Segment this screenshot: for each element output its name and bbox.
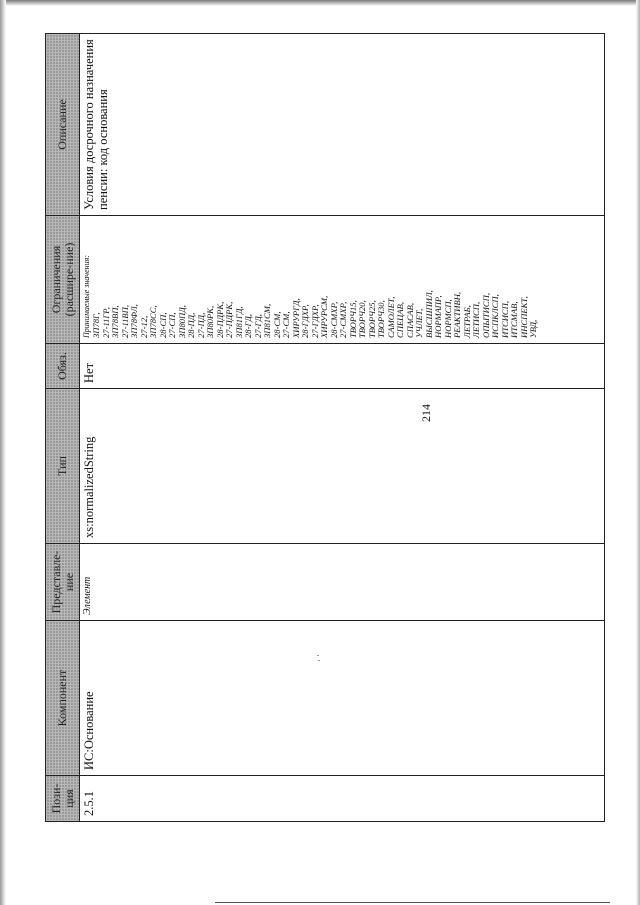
restriction-value: 27-СП, [167, 312, 177, 338]
restriction-value: 27-12, [138, 315, 149, 338]
header-restrictions: Ограничения (расшире-ние) [46, 216, 80, 344]
scan-speck [318, 660, 320, 661]
cell-restrictions [80, 216, 605, 344]
restriction-intro: Принимаемые значения: [82, 255, 91, 338]
restriction-value: ИТСИСП, [499, 300, 510, 338]
restriction-value: УВД, [528, 319, 538, 338]
restriction-value: УЧЛЕТ, [414, 308, 424, 338]
restriction-value: СПАСАВ, [404, 302, 415, 338]
restriction-value: ТВОРЧ15, [347, 300, 358, 338]
restriction-value: ЗП80РК, [205, 305, 215, 338]
scan-edge [0, 0, 640, 6]
restriction-values-list [92, 221, 539, 338]
header-component: Компонент [46, 621, 80, 776]
restriction-value: ЗП78Г, [91, 312, 101, 338]
restriction-value: СПЕЦАВ, [395, 301, 405, 338]
rotated-table-container [45, 34, 605, 822]
restriction-value: ЗП78ВП, [110, 305, 120, 338]
restriction-value: ТВОРЧ30, [376, 300, 386, 338]
restriction-value: НОРМСП, [442, 299, 453, 338]
restriction-value: ТВОРЧ20, [357, 300, 367, 338]
cell-required: Нет [80, 344, 605, 389]
restriction-value: ОПЫТИСП, [480, 293, 491, 338]
restriction-value: 27-СМ, [281, 311, 291, 338]
scan-edge [636, 0, 640, 905]
restriction-value: 27-ПДРК, [224, 301, 234, 338]
header-position: Пози-ция [46, 776, 80, 822]
restriction-value: ХИРУРГД, [290, 298, 301, 338]
restriction-value: 27-11ГР, [100, 307, 111, 338]
restriction-value: 27-11ВП, [119, 304, 130, 338]
restriction-value: ЗП80ПД, [176, 305, 187, 338]
restriction-value: 28-СМХР, [328, 301, 339, 338]
cell-description: Условия досрочного назначения пенсии: код основания [80, 34, 605, 216]
restriction-value: 28-СМ, [271, 311, 282, 338]
restriction-value: 27-ПД, [195, 312, 206, 338]
restriction-value: ХИРУРСМ, [319, 295, 329, 338]
restriction-value: ЗП78СС, [148, 305, 158, 338]
header-representation: Представле-ние [46, 544, 80, 621]
table-row [80, 34, 605, 822]
scan-edge [215, 902, 610, 903]
restriction-value: РЕАКТИВН, [452, 291, 462, 338]
restriction-value: ИСПКЛСП, [490, 294, 500, 338]
header-type: Тип [46, 389, 80, 544]
component-table [45, 33, 605, 822]
restriction-value: 28-СП, [157, 312, 168, 338]
header-required: Обяз. [46, 344, 80, 389]
restriction-value: ЗП78ФЛ, [129, 304, 139, 338]
restriction-value: ИТСМАВ, [509, 301, 519, 338]
restriction-value: ЛЕТРАБ, [461, 305, 472, 338]
restriction-value: ЛЕТИСП, [471, 301, 481, 338]
scan-edge [0, 0, 6, 905]
restriction-value: ИНСПЕКТ, [518, 296, 529, 338]
restriction-value: 27-ГД, [252, 314, 263, 338]
restriction-value: ВЫСШПИЛ, [423, 290, 434, 338]
restriction-value: САМОЛЕТ, [385, 296, 396, 338]
restriction-value: ЗП81СМ, [262, 303, 272, 338]
restriction-value: 27-СМХР, [338, 301, 348, 338]
restriction-value: ТВОРЧ25, [366, 300, 377, 338]
restriction-value: 28-ГДХР, [300, 304, 310, 338]
restriction-value: 28-ПД, [186, 312, 196, 338]
restriction-value: ЗП81ГД, [233, 306, 244, 338]
restriction-value: 27-ГДХР, [309, 304, 320, 338]
cell-representation: Элемент [80, 544, 605, 621]
cell-type: xs:normalizedString [80, 389, 605, 544]
header-description: Описание [46, 34, 80, 216]
table-header-row [46, 34, 80, 822]
restriction-value: 28-ГД, [243, 314, 253, 338]
cell-position: 2.5.1 [80, 776, 605, 822]
page-number: 214 [419, 404, 433, 422]
scan-speck [317, 655, 319, 656]
restriction-value: НОРМАПР, [433, 295, 443, 338]
cell-component: ИС:Основание [80, 621, 605, 776]
restriction-value: 28-ПДРК, [214, 301, 225, 338]
